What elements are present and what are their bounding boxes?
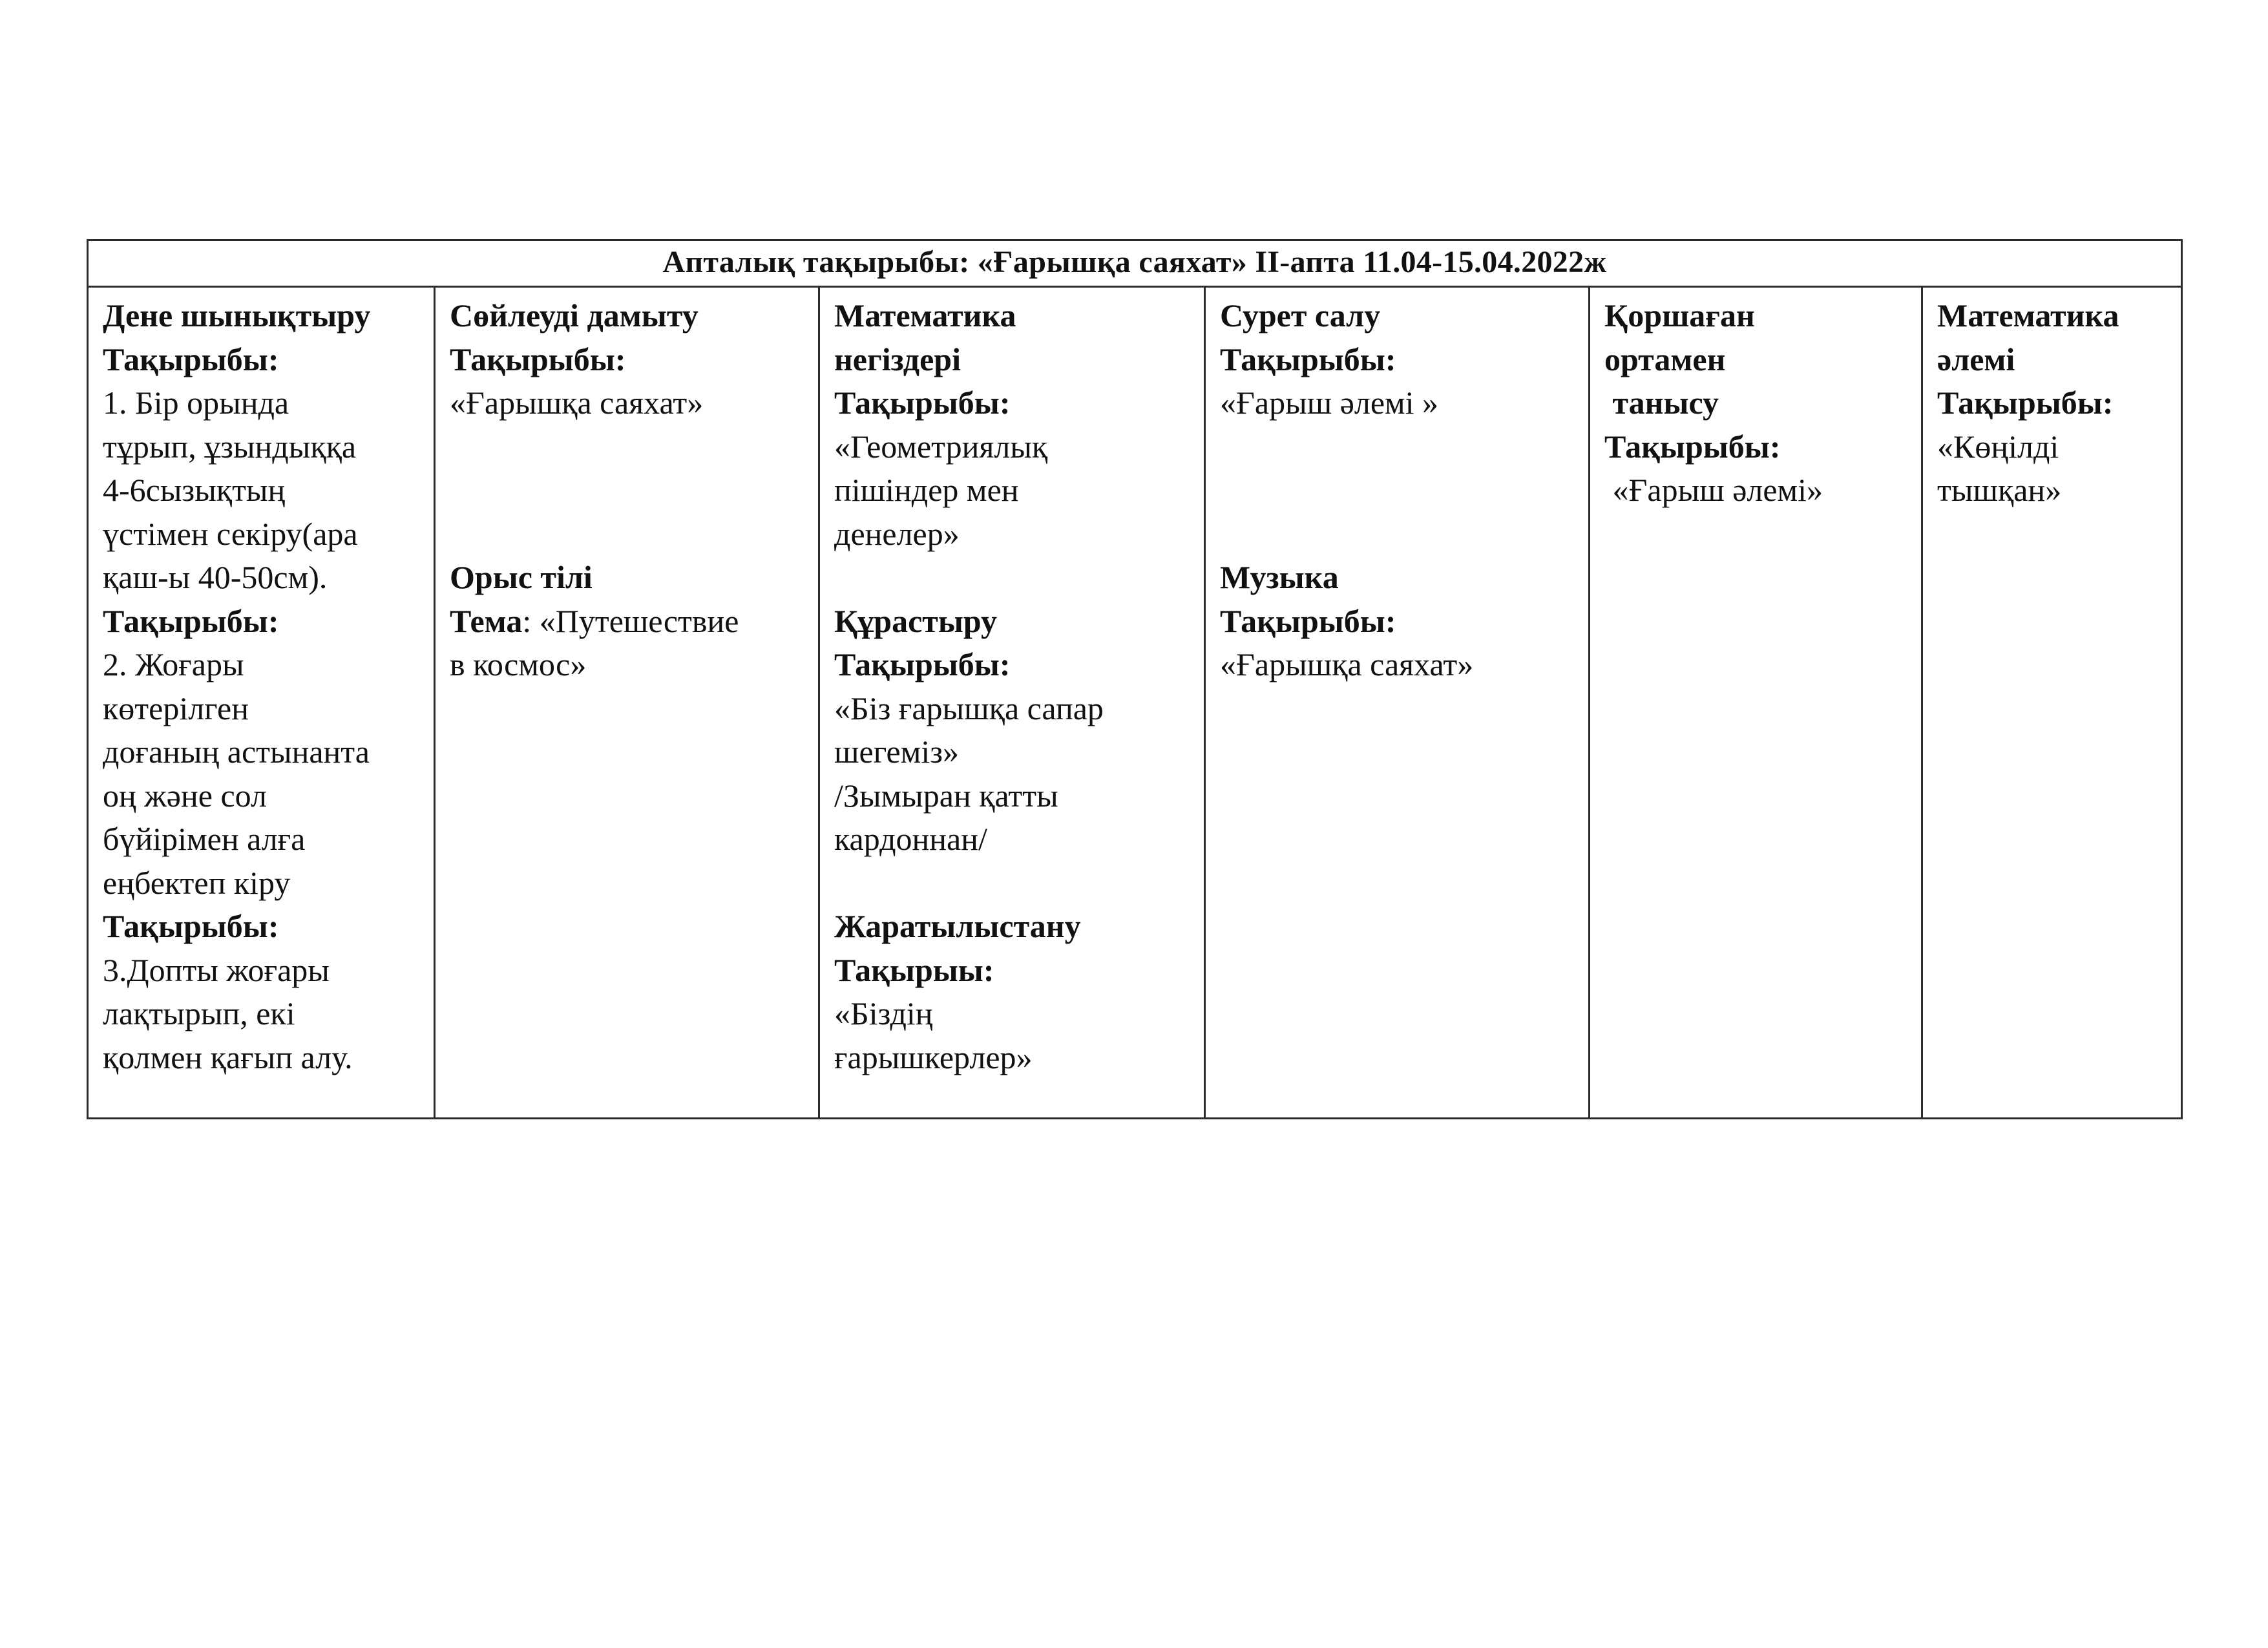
subject-title: Орыс тілі	[450, 559, 593, 595]
spacer	[834, 556, 1193, 600]
topic-line: шегеміз»	[834, 734, 960, 770]
column-speech-development	[436, 288, 820, 1117]
topic-line: «Ғарыш әлемі »	[1220, 385, 1439, 421]
topic-line: «Көңілді	[1937, 428, 2059, 465]
subject-title: Математика	[1937, 297, 2119, 333]
topic-line: тұрып, ұзындыққа	[103, 428, 357, 465]
topic-line: ғарышкерлер»	[834, 1039, 1033, 1075]
topic-label: Тақырыбы:	[103, 908, 279, 944]
topic-line: в космос»	[450, 646, 587, 682]
topic-label: Тема	[450, 602, 523, 639]
subject-title: ортамен	[1604, 341, 1726, 377]
topic-line: /Зымыран қатты	[834, 777, 1058, 814]
topic-line: тышқан»	[1937, 472, 2062, 508]
spacer	[450, 425, 808, 469]
spacer	[450, 512, 808, 556]
topic-line: 3.Допты жоғары	[103, 951, 330, 988]
topic-line: 4-6сызықтың	[103, 472, 286, 508]
column-drawing	[1206, 288, 1590, 1117]
topic-line: көтерілген	[103, 690, 249, 726]
topic-line: қаш-ы 40-50см).	[103, 559, 328, 595]
topic-line: бүйірімен алға	[103, 821, 306, 857]
topic-line: пішіндер мен	[834, 472, 1019, 508]
topic-label: Тақырыбы:	[1604, 428, 1781, 465]
topic-line: 1. Бір орында	[103, 385, 289, 421]
column-math-basics	[820, 288, 1206, 1117]
subject-title: Жаратылыстану	[834, 908, 1081, 944]
topic-line: денелер»	[834, 515, 960, 552]
spacer	[450, 469, 808, 512]
topic-line: еңбектеп кіру	[103, 864, 291, 901]
subject-title: негіздері	[834, 341, 961, 377]
subject-title: әлемі	[1937, 341, 2015, 377]
spacer	[834, 861, 1193, 905]
subject-title: Музыка	[1220, 559, 1339, 595]
subject-title: Құрастыру	[834, 602, 998, 639]
topic-line: «Біздің	[834, 995, 933, 1031]
topic-label: Тақырыбы:	[1220, 602, 1396, 639]
spacer	[1220, 425, 1578, 469]
spacer	[1220, 469, 1578, 512]
subject-title: Қоршаған	[1604, 297, 1755, 333]
topic-label: Тақырыбы:	[1937, 385, 2114, 421]
topic-line	[450, 600, 808, 644]
topic-line: «Ғарыш әлемі»	[1604, 472, 1823, 508]
column-environment	[1590, 288, 1923, 1117]
subject-title: Сөйлеуді дамыту	[450, 297, 698, 333]
topic-line: «Геометриялық	[834, 428, 1048, 465]
subject-title: Дене шынықтыру	[103, 297, 371, 333]
topic-line: «Біз ғарышқа сапар	[834, 690, 1104, 726]
topic-label: Тақырыбы:	[834, 385, 1011, 421]
topic-label: Тақырыбы:	[1220, 341, 1396, 377]
topic-label: Тақырыбы:	[103, 341, 279, 377]
weekly-plan-table	[87, 239, 2183, 1119]
topic-line: үстімен секіру(ара	[103, 515, 358, 552]
subject-title: Математика	[834, 297, 1016, 333]
topic-line: оң және сол	[103, 777, 267, 814]
subject-title: танысу	[1604, 385, 1719, 421]
topic-line: «Ғарышқа саяхат»	[450, 385, 704, 421]
topic-line: 2. Жоғары	[103, 646, 244, 682]
spacer	[1220, 512, 1578, 556]
topic-label: Тақырыы:	[834, 951, 994, 988]
topic-label: Тақырыбы:	[834, 646, 1011, 682]
plan-title: Апталық тақырыбы: «Ғарышқа саяхат» ІІ-апта 11.04-15.04.2022ж	[89, 241, 2181, 288]
subject-title: Сурет салу	[1220, 297, 1381, 333]
topic-line: кардоннан/	[834, 821, 987, 857]
topic-line: қолмен қағып алу.	[103, 1039, 353, 1075]
column-world-of-math	[1923, 288, 2181, 1117]
column-physical-education	[89, 288, 436, 1117]
topic-line: «Ғарышқа саяхат»	[1220, 646, 1474, 682]
topic-label: Тақырыбы:	[103, 602, 279, 639]
topic-line: лақтырып, екі	[103, 995, 295, 1031]
topic-label: Тақырыбы:	[450, 341, 626, 377]
topic-text: : «Путешествие	[522, 602, 739, 639]
topic-line: доғаның астынанта	[103, 734, 370, 770]
